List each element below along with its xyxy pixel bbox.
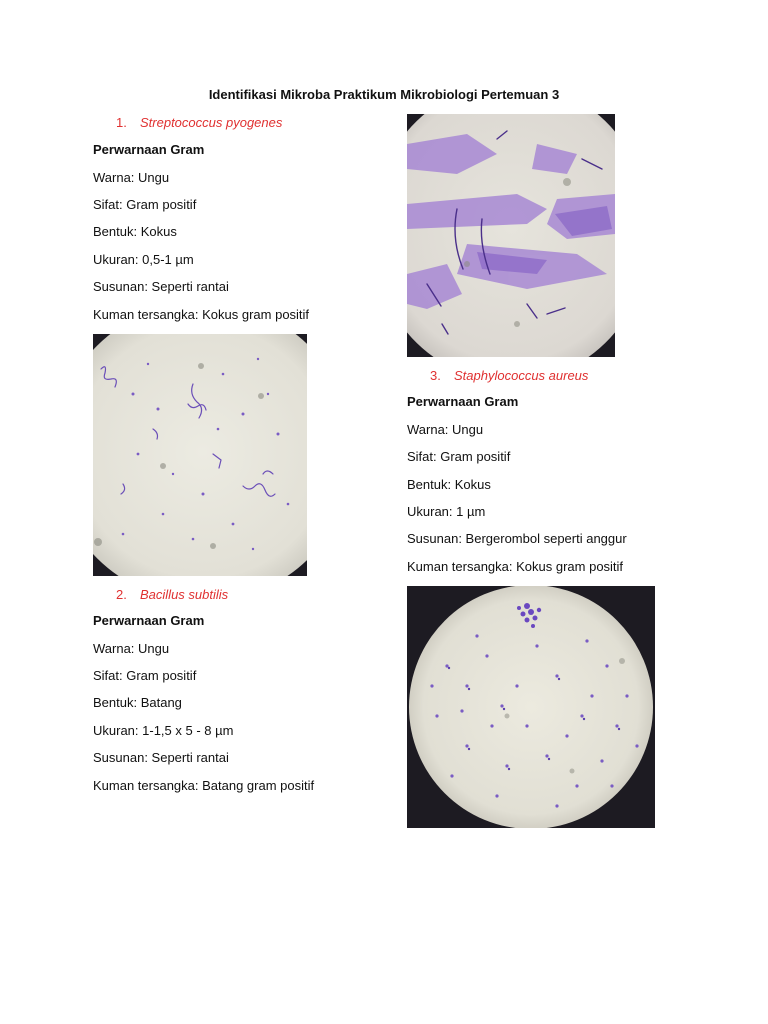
section-2-heading — [116, 587, 228, 602]
section-2-ukuran: Ukuran: 1-1,5 x 5 - 8 µm — [93, 723, 234, 738]
micrograph-bacillus — [407, 114, 615, 357]
section-3-bentuk: Bentuk: Kokus — [407, 477, 491, 492]
section-3-number: 3. — [430, 368, 441, 383]
page-title: Identifikasi Mikroba Praktikum Mikrobiologi Pertemuan 3 — [208, 87, 560, 102]
section-3-organism: Staphylococcus aureus — [454, 368, 589, 383]
section-2-staining: Perwarnaan Gram — [93, 613, 205, 628]
section-1-number: 1. — [116, 115, 127, 130]
section-2-number: 2. — [116, 587, 127, 602]
section-1-heading — [116, 115, 282, 130]
section-3-heading — [430, 368, 588, 383]
section-2-warna: Warna: Ungu — [93, 641, 170, 656]
section-1-bentuk: Bentuk: Kokus — [93, 224, 177, 239]
section-1-staining: Perwarnaan Gram — [93, 142, 205, 157]
section-1-organism: Streptococcus pyogenes — [140, 115, 283, 130]
section-3-staining: Perwarnaan Gram — [407, 394, 519, 409]
section-1-sifat: Sifat: Gram positif — [93, 197, 197, 212]
section-2-kuman: Kuman tersangka: Batang gram positif — [93, 778, 315, 793]
section-2-organism: Bacillus subtilis — [140, 587, 229, 602]
micrograph-streptococcus — [93, 334, 307, 576]
section-3-susunan: Susunan: Bergerombol seperti anggur — [407, 531, 627, 546]
section-1-kuman: Kuman tersangka: Kokus gram positif — [93, 307, 310, 322]
section-1-ukuran: Ukuran: 0,5-1 µm — [93, 252, 194, 267]
section-1-warna: Warna: Ungu — [93, 170, 170, 185]
section-2-bentuk: Bentuk: Batang — [93, 695, 182, 710]
section-3-ukuran: Ukuran: 1 µm — [407, 504, 486, 519]
section-2-sifat: Sifat: Gram positif — [93, 668, 197, 683]
section-3-sifat: Sifat: Gram positif — [407, 449, 511, 464]
micrograph-staphylococcus — [407, 586, 655, 828]
section-1-susunan: Susunan: Seperti rantai — [93, 279, 229, 294]
section-3-warna: Warna: Ungu — [407, 422, 484, 437]
section-2-susunan: Susunan: Seperti rantai — [93, 750, 229, 765]
section-3-kuman: Kuman tersangka: Kokus gram positif — [407, 559, 624, 574]
